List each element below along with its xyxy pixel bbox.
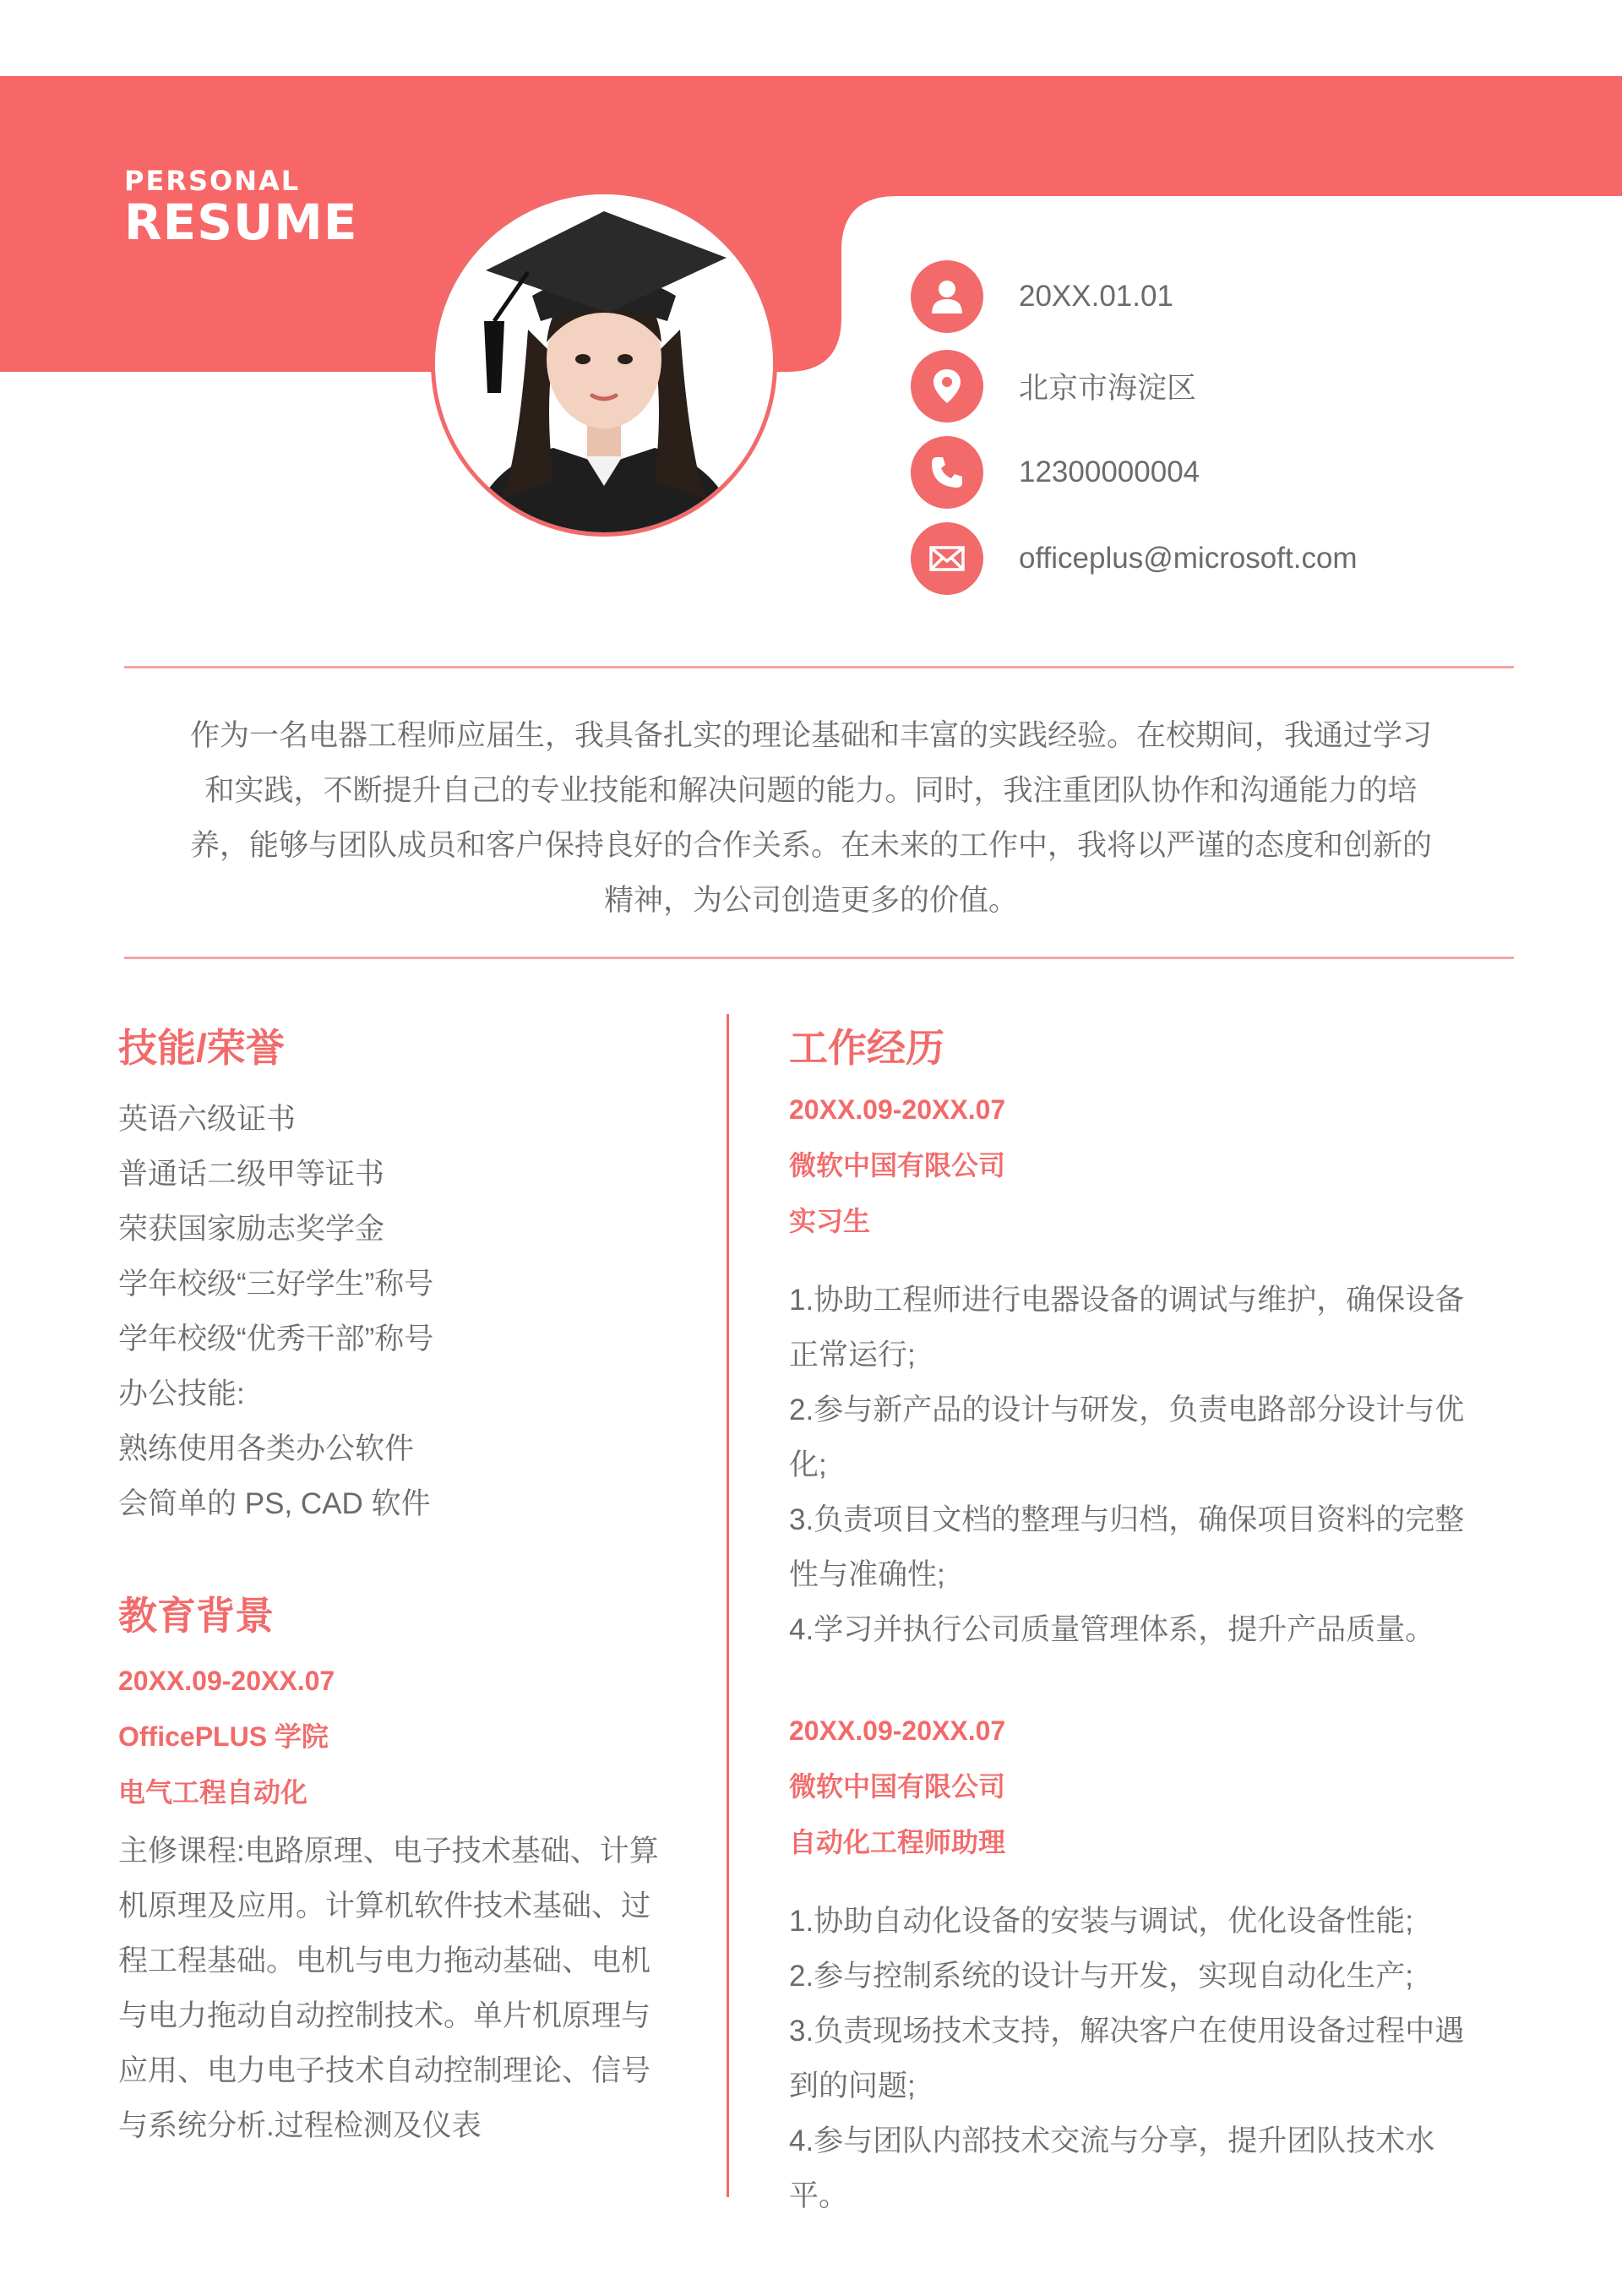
education-line: 与电力拖动自动控制技术。单片机原理与 <box>118 1999 651 2032</box>
resume-brand <box>124 165 358 251</box>
education-title: 教育背景 <box>118 1594 274 1638</box>
contact-phone <box>911 436 1200 509</box>
email-text[interactable]: officeplus@microsoft.com <box>1019 542 1358 575</box>
skills-title: 技能/荣誉 <box>118 1026 285 1070</box>
job-period: 20XX.09-20XX.07 <box>789 1094 1006 1125</box>
education-description <box>118 1824 693 2153</box>
skill-item: 普通话二级甲等证书 <box>118 1158 385 1191</box>
education-school: OfficePLUS 学院 <box>118 1721 329 1752</box>
skill-item: 学年校级“优秀干部”称号 <box>118 1323 434 1355</box>
education-line: 与系统分析.过程检测及仪表 <box>118 2109 482 2142</box>
job-duty-line: 1.协助工程师进行电器设备的调试与维护，确保设备 <box>789 1284 1465 1317</box>
job-entry <box>789 1703 1516 2223</box>
phone-icon <box>911 436 983 509</box>
summary-line: 精神，为公司创造更多的价值。 <box>603 884 1018 917</box>
job-role: 实习生 <box>789 1206 871 1236</box>
job-duty-line: 到的问题; <box>789 2070 916 2102</box>
summary-paragraph <box>161 708 1461 928</box>
skill-item: 学年校级“三好学生”称号 <box>118 1268 434 1301</box>
person-icon <box>911 260 983 333</box>
column-separator <box>727 1014 729 2197</box>
contact-birthdate <box>911 260 1173 333</box>
education-line: 主修课程:电路原理、电子技术基础、计算 <box>118 1835 659 1868</box>
job-duty-line: 3.负责项目文档的整理与归档，确保项目资料的完整 <box>789 1503 1465 1536</box>
job-duty-line: 平。 <box>789 2179 849 2212</box>
job-period: 20XX.09-20XX.07 <box>789 1715 1006 1746</box>
job-duty-line: 2.参与新产品的设计与研发，负责电路部分设计与优 <box>789 1393 1465 1426</box>
brand-subtitle: PERSONAL <box>124 165 301 197</box>
job-duty-line: 性与准确性; <box>789 1558 945 1591</box>
summary-line: 和实践，不断提升自己的专业技能和解决问题的能力。同时，我注重团队协作和沟通能力的培 <box>204 774 1418 807</box>
birthdate-text: 20XX.01.01 <box>1019 280 1173 313</box>
skill-item: 办公技能: <box>118 1377 245 1410</box>
job-entry <box>789 1082 1516 1657</box>
education-major: 电气工程自动化 <box>118 1777 308 1808</box>
education-line: 程工程基础。电机与电力拖动基础、电机 <box>118 1944 651 1977</box>
summary-line: 作为一名电器工程师应届生，我具备扎实的理论基础和丰富的实践经验。在校期间，我通过学习 <box>189 719 1432 752</box>
education-line: 应用、电力电子技术自动控制理论、信号 <box>118 2054 651 2087</box>
skill-item: 熟练使用各类办公软件 <box>118 1432 415 1465</box>
right-column <box>789 1023 1516 2223</box>
contact-email <box>911 522 1358 595</box>
job-duty-line: 1.协助自动化设备的安装与调试，优化设备性能; <box>789 1905 1413 1938</box>
mail-icon <box>911 522 983 595</box>
skill-item: 英语六级证书 <box>118 1103 297 1136</box>
top-divider <box>124 666 1514 668</box>
job-role: 自动化工程师助理 <box>789 1827 1006 1857</box>
graduate-portrait-image <box>435 194 773 532</box>
profile-photo <box>431 190 777 537</box>
job-duties <box>789 1894 1516 2223</box>
job-duties <box>789 1273 1516 1657</box>
bottom-divider <box>124 957 1514 959</box>
skills-list <box>118 1092 693 1531</box>
job-company: 微软中国有限公司 <box>789 1150 1006 1181</box>
education-period: 20XX.09-20XX.07 <box>118 1666 335 1696</box>
job-duty-line: 3.负责现场技术支持，解决客户在使用设备过程中遇 <box>789 2015 1465 2048</box>
job-duty-line: 4.参与团队内部技术交流与分享，提升团队技术水 <box>789 2124 1435 2157</box>
skill-item: 荣获国家励志奖学金 <box>118 1213 385 1246</box>
skill-item: 会简单的 PS, CAD 软件 <box>118 1487 431 1520</box>
job-company: 微软中国有限公司 <box>789 1771 1006 1802</box>
job-duty-line: 化; <box>789 1448 827 1481</box>
phone-text[interactable]: 12300000004 <box>1019 455 1200 488</box>
summary-line: 养，能够与团队成员和客户保持良好的合作关系。在未来的工作中，我将以严谨的态度和创新的 <box>189 829 1432 862</box>
job-duty-line: 正常运行; <box>789 1339 916 1372</box>
education-line: 机原理及应用。计算机软件技术基础、过 <box>118 1890 651 1922</box>
brand-title: RESUME <box>124 194 358 251</box>
contact-address <box>911 350 1196 423</box>
location-pin-icon <box>911 350 983 423</box>
job-duty-line: 2.参与控制系统的设计与开发，实现自动化生产; <box>789 1960 1413 1993</box>
work-title: 工作经历 <box>789 1026 944 1070</box>
address-text: 北京市海淀区 <box>1019 372 1197 405</box>
job-duty-line: 4.学习并执行公司质量管理体系，提升产品质量。 <box>789 1613 1435 1646</box>
left-column <box>118 1023 693 2153</box>
